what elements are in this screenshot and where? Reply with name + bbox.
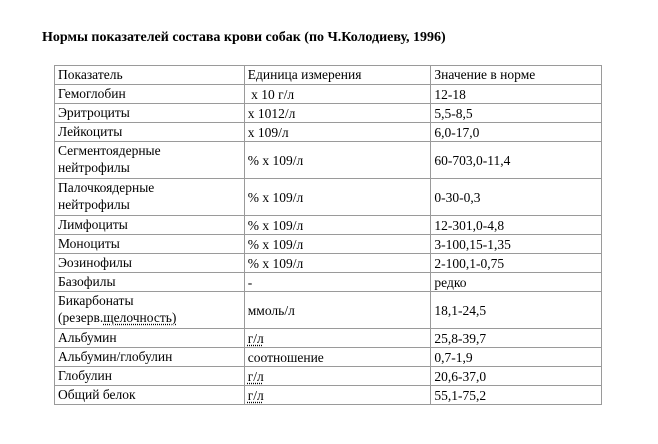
indicator-line: Сегментоядерные: [58, 143, 161, 158]
table-row: [55, 123, 602, 142]
indicator-line-underlined: щелочность): [103, 310, 177, 325]
unit-cell: -: [244, 273, 431, 292]
value-cell: 25,8-39,7: [431, 329, 602, 348]
table-row: [55, 292, 602, 329]
unit-cell: х 109/л: [244, 123, 431, 142]
unit-cell: % х 109/л: [244, 179, 431, 216]
table-row: [55, 179, 602, 216]
document-title: Нормы показателей состава крови собак (по Ч.Колодиеву, 1996): [42, 30, 446, 45]
indicator-cell: Моноциты: [55, 235, 245, 254]
table-row: [55, 85, 602, 104]
value-cell: 55,1-75,2: [431, 386, 602, 405]
unit-cell: % х 109/л: [244, 235, 431, 254]
indicator-cell: Гемоглобин: [55, 85, 245, 104]
indicator-line: Бикарбонаты: [58, 293, 134, 308]
unit-cell: г/л: [244, 367, 431, 386]
table-row: [55, 235, 602, 254]
indicator-cell: Лейкоциты: [55, 123, 245, 142]
indicator-cell: Лимфоциты: [55, 216, 245, 235]
indicator-line: нейтрофилы: [58, 160, 130, 175]
unit-cell: % х 109/л: [244, 216, 431, 235]
header-unit: Единица измерения: [244, 66, 431, 85]
indicator-cell: Альбумин: [55, 329, 245, 348]
blood-norms-table: [54, 65, 602, 405]
header-indicator: Показатель: [55, 66, 245, 85]
unit-cell: х 1012/л: [244, 104, 431, 123]
value-cell: 5,5-8,5: [431, 104, 602, 123]
table-row: [55, 348, 602, 367]
indicator-cell: Общий белок: [55, 386, 245, 405]
table-row: [55, 216, 602, 235]
unit-cell: г/л: [244, 386, 431, 405]
value-cell: 2-100,1-0,75: [431, 254, 602, 273]
value-cell: 0-30-0,3: [431, 179, 602, 216]
indicator-line: нейтрофилы: [58, 197, 130, 212]
value-cell: 3-100,15-1,35: [431, 235, 602, 254]
indicator-cell: Эритроциты: [55, 104, 245, 123]
header-value: Значение в норме: [431, 66, 602, 85]
indicator-cell: Глобулин: [55, 367, 245, 386]
unit-cell: х 10 г/л: [244, 85, 431, 104]
indicator-cell: Базофилы: [55, 273, 245, 292]
table-row: [55, 142, 602, 179]
value-cell: 12-301,0-4,8: [431, 216, 602, 235]
value-cell: 12-18: [431, 85, 602, 104]
table-row: [55, 367, 602, 386]
unit-cell: соотношение: [244, 348, 431, 367]
value-cell: 6,0-17,0: [431, 123, 602, 142]
table-row: [55, 329, 602, 348]
unit-cell: % х 109/л: [244, 142, 431, 179]
table-row: [55, 273, 602, 292]
table-row: [55, 254, 602, 273]
indicator-cell: [55, 179, 245, 216]
value-cell: 60-703,0-11,4: [431, 142, 602, 179]
indicator-line: (резерв.: [58, 310, 104, 325]
value-cell: редко: [431, 273, 602, 292]
unit-cell: г/л: [244, 329, 431, 348]
value-cell: 18,1-24,5: [431, 292, 602, 329]
table-row: [55, 104, 602, 123]
table-row: [55, 386, 602, 405]
indicator-cell: Альбумин/глобулин: [55, 348, 245, 367]
table-header-row: [55, 66, 602, 85]
indicator-line: Палочкоядерные: [58, 180, 155, 195]
value-cell: 20,6-37,0: [431, 367, 602, 386]
indicator-cell: [55, 292, 245, 329]
unit-cell: % х 109/л: [244, 254, 431, 273]
indicator-cell: [55, 142, 245, 179]
unit-cell: ммоль/л: [244, 292, 431, 329]
indicator-cell: Эозинофилы: [55, 254, 245, 273]
value-cell: 0,7-1,9: [431, 348, 602, 367]
